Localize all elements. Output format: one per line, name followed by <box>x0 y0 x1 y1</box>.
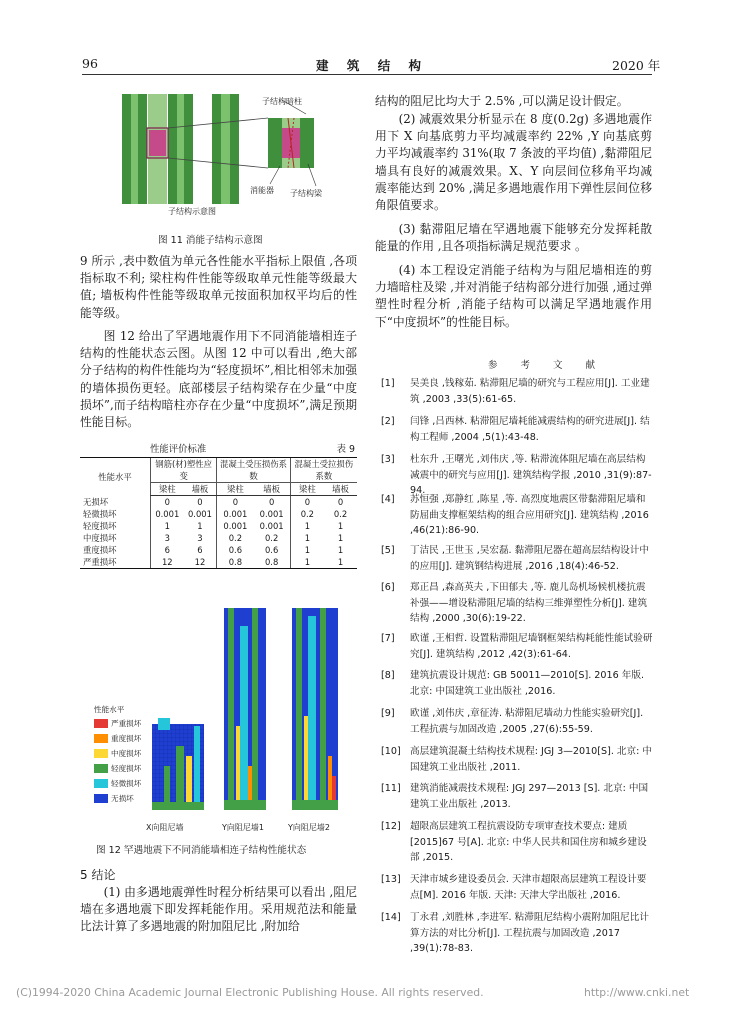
cell: 0.001 <box>151 508 184 520</box>
panel-label-y-wall-1: Y向阻尼墙1 <box>222 823 264 832</box>
table-row <box>80 544 357 556</box>
table-row <box>80 508 357 520</box>
reference-number: [14] <box>381 912 401 923</box>
panel-label-y-wall-2: Y向阻尼墙2 <box>288 823 330 832</box>
panel-y-wall-2 <box>292 608 338 810</box>
right-paragraph-2: (2) 减震效果分析显示在 8 度(0.2g) 多遇地震作用下 X 向基底剪力平均减震率约 22% ,Y 向基底剪力平均减震率约 31%(取 7 条波的平均值) ,黏滞阻尼墙具有良好的减震效果。X、Y 向层间位移角平均减震率能达到 20% ,满足多遇地震作用下弹性层间位移角限值要求。 <box>375 112 652 213</box>
table-9 <box>80 441 357 569</box>
legend-label: 轻微损坏 <box>111 779 142 788</box>
cell: 0.8 <box>217 556 254 569</box>
reference-item <box>381 414 653 445</box>
sub-header: 梁柱 <box>290 483 324 496</box>
sub-header: 梁柱 <box>217 483 254 496</box>
panel-x-wall <box>152 718 204 810</box>
cell: 12 <box>151 556 184 569</box>
cell: 0 <box>197 496 203 507</box>
reference-number: [13] <box>381 874 401 885</box>
row-level: 无损坏 <box>83 496 109 507</box>
legend-swatch <box>94 734 108 743</box>
reference-text: 超限高层建筑工程抗震设防专项审查技术要点: 建质[2015]67 号[A]. 北京: 中华人民共和国住房和城乡建设部 ,2015. <box>410 821 647 864</box>
legend-swatch <box>94 749 108 758</box>
reference-number: [9] <box>381 708 395 719</box>
page-number: 96 <box>82 56 98 71</box>
cell: 1 <box>337 544 344 555</box>
legend-swatch <box>94 719 108 728</box>
left-paragraph-1: 9 所示 ,表中数值为单元各性能水平指标上限值 ,各项指标取不利; 梁柱构件性能等级取单元性能等级最大值; 墙板构件性能等级取单元按面积加权平均后的性能等级。 <box>80 254 357 320</box>
table-row <box>80 520 357 532</box>
cell: 1 <box>290 544 324 556</box>
reference-text: 闫锋 ,吕西林. 粘滞阻尼墙耗能减震结构的研究进展[J]. 结构工程师 ,2004 ,5(1):43-48. <box>410 416 650 443</box>
reference-text: 杜东升 ,王曙光 ,刘伟庆 ,等. 粘滞流体阻尼墙在高层结构减震中的研究与应用[J]. 建筑结构学报 ,2010 ,31(9):87-94. <box>410 454 652 497</box>
legend-item <box>94 748 141 759</box>
col-perf-level: 性能水平 <box>80 458 151 496</box>
cell: 0.2 <box>333 508 348 519</box>
reference-text: 高层建筑混凝土结构技术规程: JGJ 3—2010[S]. 北京: 中国建筑工业出版社 ,2011. <box>410 746 652 773</box>
cell: 0.6 <box>264 544 279 555</box>
legend-item <box>94 793 134 804</box>
reference-item <box>381 668 653 699</box>
reference-text: 苏恒强 ,郑静红 ,陈星 ,等. 高烈度地震区带黏滞阻尼墙和防屈曲支撑框架结构的组合应用研究[J]. 建筑结构 ,2016 ,46(21):86-90. <box>410 494 649 537</box>
cell: 0.2 <box>290 508 324 520</box>
footer-url: http://www.cnki.net <box>584 986 690 999</box>
cell: 12 <box>184 556 217 569</box>
performance-contour-plot <box>144 606 350 818</box>
reference-item <box>381 872 653 903</box>
group-tension-damage: 混凝土受拉损伤系数 <box>290 458 357 483</box>
journal-year: 2020 年 <box>612 58 661 73</box>
cell: 0 <box>290 496 324 508</box>
table-number: 表 9 <box>336 444 355 455</box>
table-title: 性能评价标准 <box>150 444 207 455</box>
reference-number: [1] <box>381 378 395 389</box>
figure-12-caption: 图 12 罕遇地震下不同消能墙相连子结构性能状态 <box>96 845 307 856</box>
reference-number: [10] <box>381 746 401 757</box>
legend-label: 无损坏 <box>111 794 134 803</box>
reference-item <box>381 744 653 775</box>
performance-table <box>80 457 357 569</box>
references-title: 参 考 文 献 <box>488 360 606 371</box>
cell: 1 <box>290 520 324 532</box>
reference-text: 建筑抗震设计规范: GB 50011—2010[S]. 2016 年版. 北京: 中国建筑工业出版社 ,2016. <box>410 670 645 697</box>
cell: 1 <box>337 520 344 531</box>
cell: 0.001 <box>259 508 284 519</box>
legend-item <box>94 733 141 744</box>
cell: 6 <box>197 544 203 555</box>
legend-item <box>94 778 141 789</box>
cell: 3 <box>151 532 184 544</box>
cell: 1 <box>197 520 203 531</box>
figure-11 <box>110 88 342 216</box>
reference-text: 欧谨 ,王相哲. 设置粘滞阻尼墙钢框架结构耗能性能试验研究[J]. 建筑结构 ,2012 ,42(3):61-64. <box>410 633 653 660</box>
reference-text: 丁洁民 ,王世玉 ,吴宏磊. 黏滞阻尼器在超高层结构设计中的应用[J]. 建筑钢结构进展 ,2016 ,18(4):46-52. <box>410 545 649 572</box>
conclusion-paragraph-1: (1) 由多遇地震弹性时程分析结果可以看出 ,阻尼墙在多遇地震下即发挥耗能作用。采用规范法和能量比法计算了多遇地震的附加阻尼比 ,附加给 <box>80 885 357 934</box>
sub-header: 墙板 <box>324 483 357 496</box>
row-level: 轻度损坏 <box>83 520 117 531</box>
row-level: 重度损坏 <box>83 544 117 555</box>
row-level: 严重损坏 <box>80 556 151 569</box>
reference-text: 天津市城乡建设委员会. 天津市超限高层建筑工程设计要点[M]. 2016 年版. 天津: 天津大学出版社 ,2016. <box>410 874 647 901</box>
header-rule <box>82 74 652 75</box>
reference-text: 郑正昌 ,森高英夫 ,下田郁夫 ,等. 鹿儿岛机场候机楼抗震补强——增设粘滞阻尼墙的结构三维弹塑性分析[J]. 建筑结构 ,2000 ,30(6):19-22. <box>410 582 648 625</box>
reference-text: 吴美良 ,钱稼茹. 粘滞阻尼墙的研究与工程应用[J]. 工业建筑 ,2003 ,33(5):61-65. <box>410 378 650 405</box>
cell: 0.6 <box>217 544 254 556</box>
reference-item <box>381 492 653 539</box>
cell: 0 <box>217 496 254 508</box>
legend-label: 重度损坏 <box>111 734 142 743</box>
reference-number: [2] <box>381 416 395 427</box>
reference-number: [4] <box>381 494 395 505</box>
right-paragraph-1: 结构的阻尼比均大于 2.5% ,可以满足设计假定。 <box>375 94 629 108</box>
cell: 0.001 <box>259 520 284 531</box>
legend-item <box>94 718 141 729</box>
legend-label: 严重损坏 <box>111 719 142 728</box>
reference-item <box>381 706 653 737</box>
cell: 1 <box>290 532 324 544</box>
reference-number: [5] <box>381 545 395 556</box>
reference-number: [8] <box>381 670 395 681</box>
left-paragraph-2: 图 12 给出了罕遇地震作用下不同消能墙相连子结构的性能状态云图。从图 12 中可以看出 ,绝大部分子结构的构件性能均为“轻度损坏”,相比相邻未加强的墙体损伤更轻。底部楼层子结构梁存在少量“中度损坏”,而子结构暗柱亦存在少量“中度损坏”,满足预期性能目标。 <box>80 329 357 430</box>
reference-item <box>381 543 653 574</box>
cell: 1 <box>324 556 357 569</box>
cell: 0.001 <box>187 508 212 519</box>
reference-item <box>381 631 653 662</box>
journal-title: 建 筑 结 构 <box>316 58 429 73</box>
row-level: 中度损坏 <box>83 532 117 543</box>
table-row <box>80 532 357 544</box>
reference-item <box>381 781 653 812</box>
section-5-title: 5 结论 <box>80 868 116 882</box>
reference-item <box>381 910 653 957</box>
right-paragraph-4: (4) 本工程设定消能子结构为与阻尼墙相连的剪力墙暗柱及梁 ,并对消能子结构部分进行加强 ,通过弹塑性时程分析 ,消能子结构可以满足罕遇地震作用下“中度损坏”的性能目标。 <box>375 263 652 329</box>
label-damping-wall: 消能器 <box>250 186 274 195</box>
sub-header: 梁柱 <box>151 483 184 496</box>
figure-12 <box>88 606 350 838</box>
figure-11-caption: 图 11 消能子结构示意图 <box>158 235 263 246</box>
label-schematic: 子结构示意图 <box>168 207 216 216</box>
reference-item <box>381 819 653 866</box>
cell: 0.001 <box>217 508 254 520</box>
cell: 0.2 <box>264 532 279 543</box>
reference-number: [3] <box>381 454 395 465</box>
reference-item <box>381 580 653 627</box>
cell: 1 <box>151 520 184 532</box>
panel-label-x-wall: X向阻尼墙 <box>146 823 184 832</box>
cell: 0.2 <box>217 532 254 544</box>
cell: 0 <box>337 496 344 507</box>
cell: 1 <box>290 556 324 569</box>
reference-number: [12] <box>381 821 401 832</box>
legend-label: 轻度损坏 <box>111 764 142 773</box>
table-row <box>80 556 357 569</box>
right-paragraph-3: (3) 黏滞阻尼墙在罕遇地震下能够充分发挥耗散能量的作用 ,且各项指标满足规范要求 。 <box>375 222 652 254</box>
legend-title: 性能水平 <box>94 705 125 714</box>
legend-swatch <box>94 779 108 788</box>
legend-swatch <box>94 764 108 773</box>
group-steel-strain: 钢筋(材)塑性应变 <box>151 458 217 483</box>
cell: 0.001 <box>217 520 254 532</box>
reference-number: [6] <box>381 582 395 593</box>
legend-item <box>94 763 141 774</box>
cell: 6 <box>151 544 184 556</box>
cell: 0 <box>151 496 184 508</box>
reference-text: 建筑消能减震技术规程: JGJ 297—2013 [S]. 北京: 中国建筑工业出版社 ,2013. <box>410 783 649 810</box>
sub-header: 墙板 <box>254 483 291 496</box>
sub-header: 墙板 <box>184 483 217 496</box>
row-level: 轻微损坏 <box>83 508 117 519</box>
cell: 0 <box>268 496 275 507</box>
reference-number: [11] <box>381 783 401 794</box>
legend-label: 中度损坏 <box>111 749 142 758</box>
label-beam: 子结构梁 <box>290 189 322 198</box>
cell: 3 <box>197 532 203 543</box>
legend-swatch <box>94 794 108 803</box>
reference-text: 欧谨 ,刘伟庆 ,章征涛. 粘滞阻尼墙动力性能实验研究[J]. 工程抗震与加固改造 ,2005 ,27(6):55-59. <box>410 708 644 735</box>
reference-text: 丁永君 ,刘胜林 ,李进军. 粘滞阻尼结构小震附加阻尼比计算方法的对比分析[J]. 工程抗震与加固改造 ,2017 ,39(1):78-83. <box>410 912 649 955</box>
table-row <box>80 496 357 508</box>
label-coupling-column: 子结构暗柱 <box>262 97 302 106</box>
group-compression-damage: 混凝土受压损伤系数 <box>217 458 290 483</box>
cell: 0.8 <box>254 556 291 569</box>
copyright-notice: (C)1994-2020 China Academic Journal Electronic Publishing House. All rights reserved. <box>16 986 484 999</box>
cell: 1 <box>337 532 344 543</box>
reference-number: [7] <box>381 633 395 644</box>
panel-y-wall-1 <box>224 608 266 810</box>
reference-item <box>381 376 653 407</box>
